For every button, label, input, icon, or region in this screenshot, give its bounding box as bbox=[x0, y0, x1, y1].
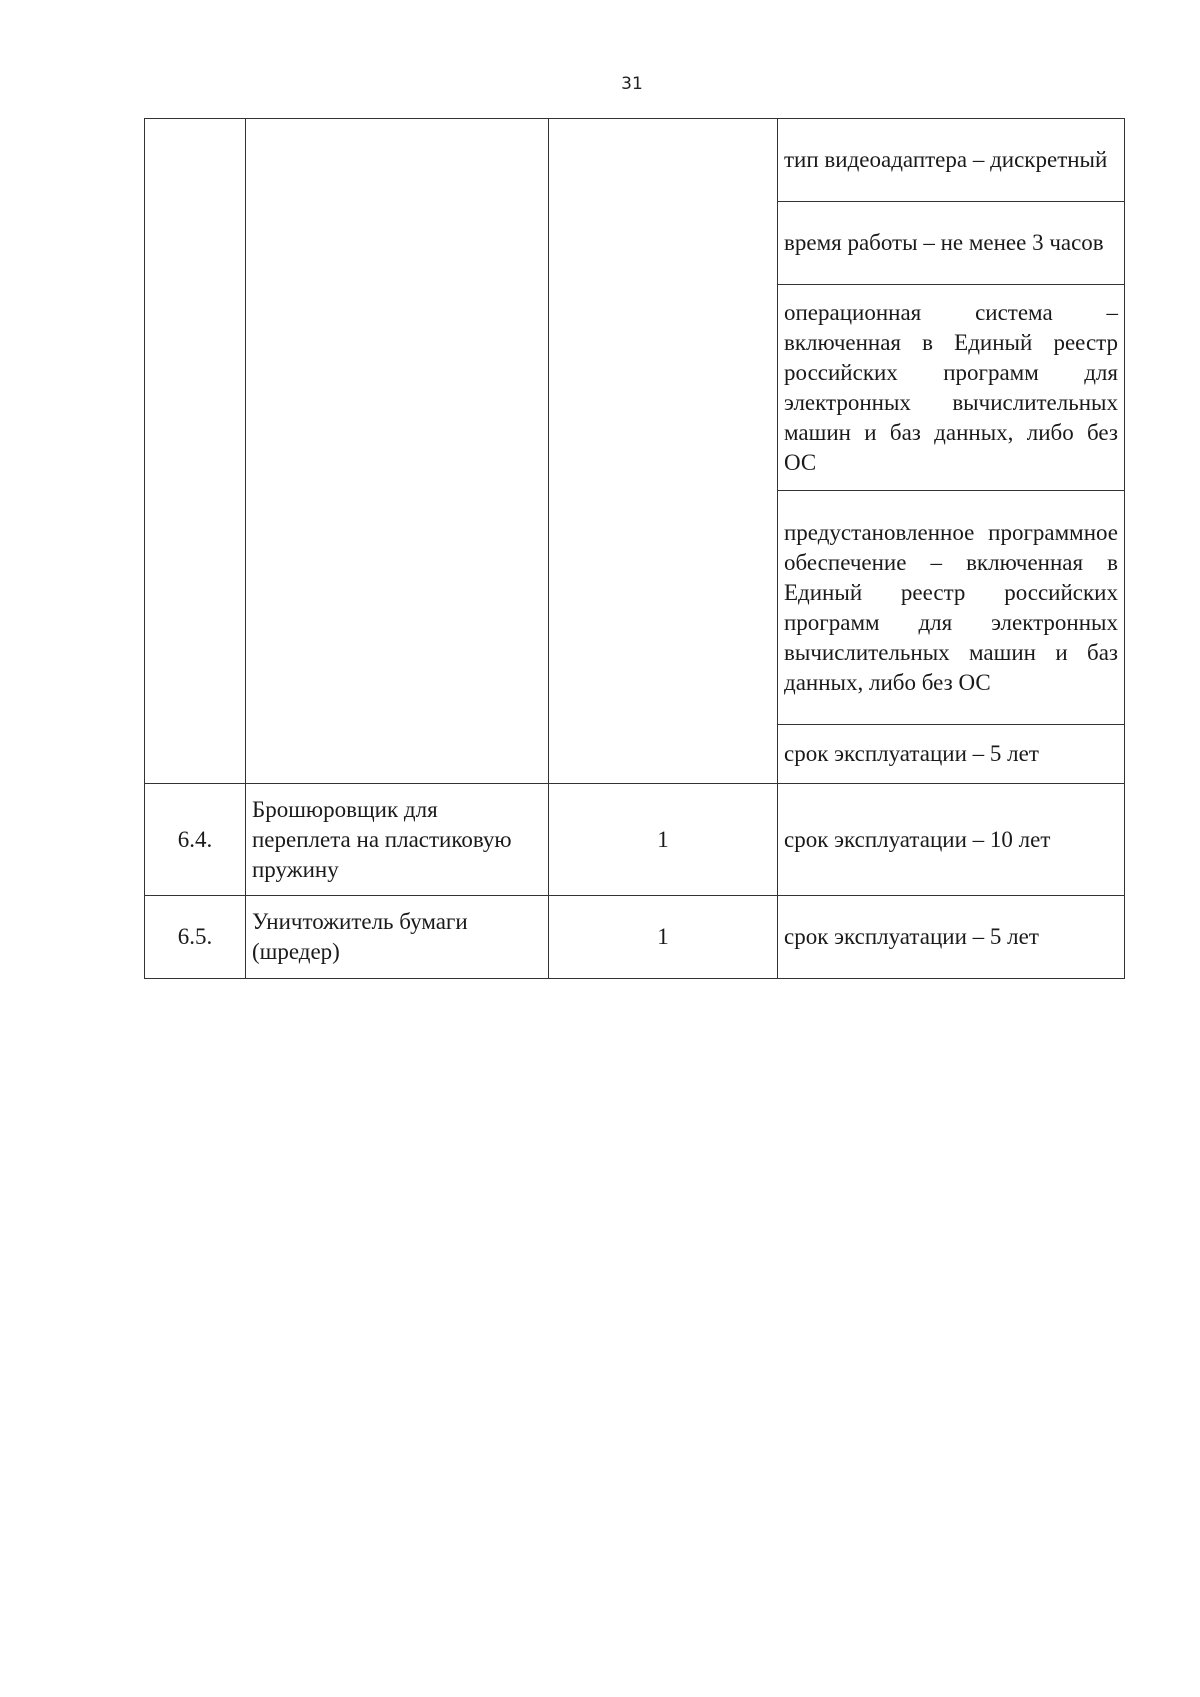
table-row bbox=[145, 784, 1125, 896]
table-row bbox=[145, 896, 1125, 979]
item-quantity: 1 bbox=[549, 784, 778, 896]
item-number: 6.4. bbox=[145, 784, 246, 896]
item-characteristic: срок эксплуатации – 10 лет bbox=[778, 784, 1125, 896]
item-name: Уничтожитель бумаги (шредер) bbox=[246, 896, 549, 979]
characteristic-cell: тип видеоадаптера – дискретный bbox=[778, 119, 1125, 202]
characteristic-cell: срок эксплуатации – 5 лет bbox=[778, 725, 1125, 784]
item-name: Брошюровщик для переплета на пластиковую пружину bbox=[246, 784, 549, 896]
empty-number-cell bbox=[145, 119, 246, 784]
item-quantity: 1 bbox=[549, 896, 778, 979]
characteristic-cell: предустановленное программное обеспечение – включенная в Единый реестр российских программ для электронных вычислительных машин и баз данных, либо без ОС bbox=[778, 491, 1125, 725]
characteristic-cell: время работы – не менее 3 часов bbox=[778, 202, 1125, 285]
table-row bbox=[145, 119, 1125, 202]
specification-table bbox=[144, 118, 1125, 979]
empty-quantity-cell bbox=[549, 119, 778, 784]
characteristic-cell: операционная система – включенная в Единый реестр российских программ для электронных вычислительных машин и баз данных, либо без ОС bbox=[778, 285, 1125, 491]
page-number: 31 bbox=[621, 74, 643, 94]
empty-name-cell bbox=[246, 119, 549, 784]
item-characteristic: срок эксплуатации – 5 лет bbox=[778, 896, 1125, 979]
item-number: 6.5. bbox=[145, 896, 246, 979]
